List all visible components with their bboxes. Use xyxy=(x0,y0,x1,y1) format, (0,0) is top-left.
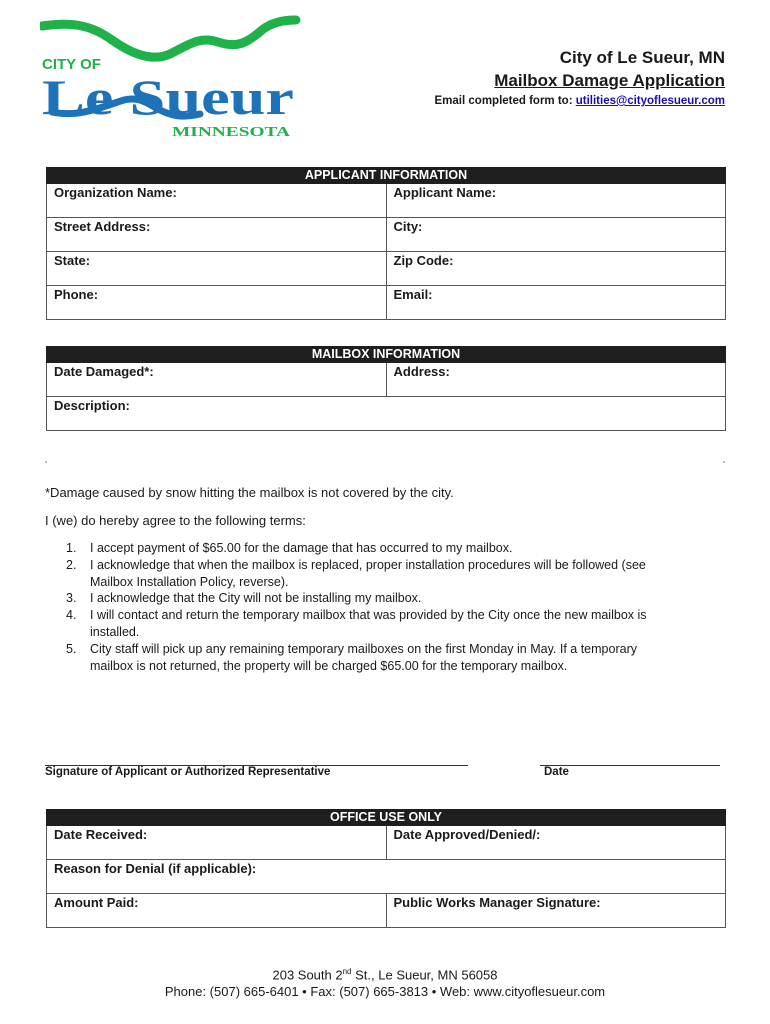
mailbox-address-field[interactable] xyxy=(386,363,726,396)
email-prefix: Email completed form to: xyxy=(434,95,576,107)
zip-code-label: Zip Code: xyxy=(393,253,454,268)
date-received-field[interactable] xyxy=(47,826,386,859)
description-field[interactable] xyxy=(47,397,725,430)
organization-name-field[interactable] xyxy=(47,184,386,217)
state-label: State: xyxy=(54,253,91,268)
amount-paid-label: Amount Paid: xyxy=(54,895,139,910)
phone-field[interactable] xyxy=(47,286,386,319)
footer-address-pre: 203 South 2 xyxy=(272,967,343,983)
term-item xyxy=(66,607,656,641)
term-item xyxy=(66,590,656,607)
organization-name-label: Organization Name: xyxy=(54,185,177,200)
agreement-intro: I (we) do hereby agree to the following terms: xyxy=(45,513,306,528)
office-section xyxy=(46,809,726,928)
footer-contact: Phone: (507) 665-6401 • Fax: (507) 665-3813 • Web: www.cityoflesueur.com xyxy=(164,984,606,999)
logo-name: Le Sueur xyxy=(42,69,294,125)
mailbox-heading: MAILBOX INFORMATION xyxy=(46,346,726,363)
term-text: I acknowledge that when the mailbox is replaced, proper installation procedures will be followed (see Mailbox Installation Policy, reverse). xyxy=(90,557,646,589)
denial-reason-field[interactable] xyxy=(47,860,725,893)
term-number: 1. xyxy=(66,541,77,555)
applicant-heading: APPLICANT INFORMATION xyxy=(46,167,726,184)
footer-address-post: St., Le Sueur, MN 56058 xyxy=(351,967,498,983)
email-instruction xyxy=(435,95,725,107)
page-mark xyxy=(723,461,725,463)
manager-signature-field[interactable] xyxy=(386,894,726,927)
office-row-1 xyxy=(46,826,726,860)
page-mark xyxy=(45,461,47,463)
manager-signature-label: Public Works Manager Signature: xyxy=(393,895,601,910)
city-logo xyxy=(40,14,302,144)
applicant-row-2 xyxy=(46,218,726,252)
applicant-signature-label: Signature of Applicant or Authorized Representative xyxy=(45,766,331,778)
term-text: I accept payment of $65.00 for the damage that has occurred to my mailbox. xyxy=(90,541,513,555)
description-label: Description: xyxy=(54,398,130,413)
denial-reason-label: Reason for Denial (if applicable): xyxy=(54,861,257,876)
mailbox-row-1 xyxy=(46,363,726,397)
city-label: City: xyxy=(393,219,423,234)
applicant-name-field[interactable] xyxy=(386,184,726,217)
mailbox-row-2 xyxy=(46,397,726,431)
term-text: I acknowledge that the City will not be installing my mailbox. xyxy=(90,591,422,606)
applicant-name-label: Applicant Name: xyxy=(393,185,497,200)
date-received-label: Date Received: xyxy=(54,827,148,842)
amount-paid-field[interactable] xyxy=(47,894,386,927)
form-title: Mailbox Damage Application xyxy=(494,71,725,90)
street-address-label: Street Address: xyxy=(54,219,151,234)
applicant-row-1 xyxy=(46,184,726,218)
term-item xyxy=(66,557,656,591)
office-row-3 xyxy=(46,894,726,928)
footer-address-sup: nd xyxy=(342,967,352,976)
snow-damage-note: *Damage caused by snow hitting the mailbox is not covered by the city. xyxy=(45,485,454,500)
term-item xyxy=(66,540,656,557)
street-address-field[interactable] xyxy=(47,218,386,251)
date-approved-label: Date Approved/Denied/: xyxy=(393,827,541,842)
page-title: City of Le Sueur, MN xyxy=(559,48,725,67)
office-row-2 xyxy=(46,860,726,894)
phone-label: Phone: xyxy=(54,287,99,302)
applicant-section xyxy=(46,167,726,320)
office-heading: OFFICE USE ONLY xyxy=(46,809,726,826)
term-item xyxy=(66,641,656,675)
logo-city-of: CITY OF xyxy=(42,56,101,73)
term-text: I will contact and return the temporary mailbox that was provided by the City once the new mailbox is installed. xyxy=(90,608,647,639)
signature-date-label: Date xyxy=(544,766,569,778)
applicant-row-3 xyxy=(46,252,726,286)
term-number: 4. xyxy=(66,608,77,623)
logo-state: MINNESOTA xyxy=(172,125,292,140)
email-field[interactable] xyxy=(386,286,726,319)
applicant-row-4 xyxy=(46,286,726,320)
email-link[interactable]: utilities@cityoflesueur.com xyxy=(575,95,725,107)
date-damaged-field[interactable] xyxy=(47,363,386,396)
mailbox-address-label: Address: xyxy=(393,364,450,379)
term-number: 2. xyxy=(66,557,77,572)
zip-code-field[interactable] xyxy=(386,252,726,285)
date-damaged-label: Date Damaged*: xyxy=(54,364,154,379)
date-approved-field[interactable] xyxy=(386,826,726,859)
mailbox-section xyxy=(46,346,726,431)
footer-address xyxy=(0,967,770,982)
city-field[interactable] xyxy=(386,218,726,251)
term-number: 5. xyxy=(66,641,77,656)
terms-list xyxy=(66,540,656,674)
state-field[interactable] xyxy=(47,252,386,285)
le-sueur-logo-graphic xyxy=(40,14,302,144)
term-number: 3. xyxy=(66,591,77,606)
term-text: City staff will pick up any remaining temporary mailboxes on the first Monday in May. If a temporary mailbox is not returned, the property will be charged $65.00 for the temporary mailbox. xyxy=(90,641,637,673)
email-label: Email: xyxy=(393,287,433,302)
